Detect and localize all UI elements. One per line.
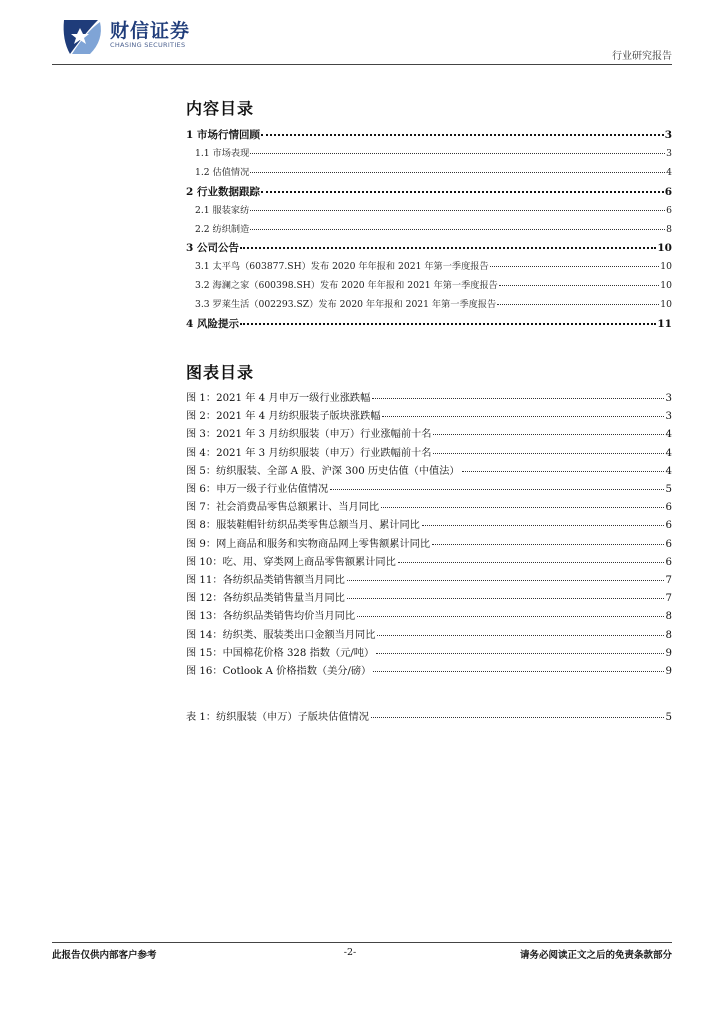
toc-entry-page: 4 [666, 166, 672, 178]
toc-entry[interactable] [186, 145, 672, 164]
figure-entry-page: 3 [665, 393, 672, 404]
toc-entry-page: 10 [660, 299, 672, 311]
figure-entry-page: 6 [665, 556, 672, 568]
figure-entry-label: 图 12：各纺织品类销售量当月同比 [186, 593, 345, 605]
toc-entry-page: 10 [660, 261, 672, 273]
figure-entry[interactable] [186, 499, 672, 517]
figure-entry-label: 图 14：纺织类、服装类出口金额当月同比 [186, 629, 376, 641]
dot-leader [422, 519, 664, 526]
figure-entry-label: 图 5：纺织服装、全部 A 股、沪深 300 历史估值（中值法） [186, 465, 460, 477]
table-list [186, 709, 672, 727]
figure-entry-page: 4 [665, 465, 672, 477]
figure-entry-label: 图 3：2021 年 3 月纺织服装（申万）行业涨幅前十名 [186, 429, 432, 441]
figure-entry-label: 图 2：2021 年 4 月纺织服装子版块涨跌幅 [186, 411, 381, 423]
company-logo [60, 14, 210, 58]
dot-leader [382, 410, 663, 417]
figure-entry-label: 图 16：Cotlook A 价格指数（美分/磅） [186, 666, 372, 678]
toc-entry-label: 4 风险提示 [186, 318, 239, 331]
toc-entry-label: 3.2 海澜之家（600398.SH）发布 2020 年年报和 2021 年第一季度报告 [195, 280, 498, 292]
dot-leader [381, 501, 663, 508]
figure-entry[interactable] [186, 663, 672, 681]
toc-entry[interactable] [186, 239, 672, 258]
toc-entry-label: 1.1 市场表现 [195, 147, 250, 159]
figure-entry-label: 图 13：各纺织品类销售均价当月同比 [186, 611, 356, 623]
footer-divider [52, 942, 672, 943]
footer-disclaimer-right: 请务必阅读正文之后的免责条款部分 [519, 950, 672, 961]
figure-entry-label: 图 1：2021 年 4 月申万一级行业涨跌幅 [186, 393, 371, 404]
dot-leader [347, 574, 664, 581]
dot-leader [372, 392, 663, 399]
toc-entry-page: 10 [657, 242, 672, 255]
figure-entry-page: 6 [665, 520, 672, 532]
figure-entry-label: 图 10：吃、用、穿类网上商品零售额累计同比 [186, 556, 396, 568]
toc-entry[interactable] [186, 296, 672, 315]
dot-leader [250, 147, 665, 154]
dot-leader [376, 647, 663, 654]
logo-emblem-icon [60, 14, 106, 58]
figure-entry-page: 8 [665, 611, 672, 623]
figure-entry-label: 图 4：2021 年 3 月纺织服装（申万）行业跌幅前十名 [186, 447, 432, 459]
figure-entry[interactable] [186, 408, 672, 426]
figure-entry-page: 9 [665, 647, 672, 659]
toc-entry-page: 3 [666, 147, 672, 159]
toc-entry-page: 3 [664, 129, 672, 141]
figure-entry-page: 9 [665, 666, 672, 678]
page-number: -2- [343, 947, 357, 958]
dot-leader [330, 483, 663, 490]
figure-entry[interactable] [186, 554, 672, 572]
figure-entry[interactable] [186, 426, 672, 444]
toc-entry[interactable] [186, 277, 672, 296]
contents-title: 内容目录 [186, 99, 255, 118]
dot-leader [497, 299, 659, 306]
figure-entry-page: 3 [665, 411, 672, 423]
figure-entry-page: 5 [665, 484, 672, 496]
toc-entry[interactable] [186, 221, 672, 240]
figure-entry[interactable] [186, 445, 672, 463]
toc-entry-label: 3.3 罗莱生活（002293.SZ）发布 2020 年年报和 2021 年第一季度报告 [195, 299, 497, 311]
dot-leader [240, 241, 656, 249]
dot-leader [373, 665, 663, 672]
figure-entry-label: 图 15：中国棉花价格 328 指数（元/吨） [186, 647, 375, 659]
dot-leader [432, 538, 663, 545]
dot-leader [240, 317, 656, 325]
toc-entry-page: 8 [666, 223, 672, 235]
toc-entry-label: 3 公司公告 [186, 242, 239, 255]
table-entry-label: 表 1：纺织服装（申万）子版块估值情况 [186, 712, 369, 723]
toc-entry[interactable] [186, 183, 672, 202]
footer-disclaimer-left: 此报告仅供内部客户参考 [52, 950, 157, 961]
header-divider [52, 64, 672, 65]
figure-entry-label: 图 11：各纺织品类销售额当月同比 [186, 575, 345, 587]
page-header [0, 0, 724, 70]
figure-entry[interactable] [186, 627, 672, 645]
toc-entry-label: 2.1 服装家纺 [195, 204, 250, 216]
toc-entry[interactable] [186, 315, 672, 334]
figure-entry-page: 7 [665, 593, 672, 605]
toc-entry-page: 6 [664, 185, 672, 198]
dot-leader [261, 128, 664, 136]
figure-entry[interactable] [186, 481, 672, 499]
figure-entry-page: 6 [665, 502, 672, 514]
figure-entry-page: 4 [665, 447, 672, 459]
dot-leader [371, 711, 664, 718]
figure-entry-page: 6 [665, 538, 672, 550]
toc-entry-label: 2 行业数据跟踪 [186, 185, 260, 198]
toc-entry-label: 1 市场行情回顾 [186, 129, 260, 141]
table-entry-page: 5 [665, 712, 672, 723]
figure-entry-page: 7 [665, 575, 672, 587]
toc-entry-page: 6 [666, 204, 672, 216]
figure-entry-page: 8 [665, 629, 672, 641]
table-entry[interactable] [186, 709, 672, 727]
dot-leader [490, 261, 660, 268]
figure-entry[interactable] [186, 608, 672, 626]
figure-entry-label: 图 8：服装鞋帽针纺织品类零售总额当月、累计同比 [186, 520, 420, 532]
toc-entry-page: 11 [657, 318, 672, 331]
figure-entry[interactable] [186, 645, 672, 663]
dot-leader [462, 465, 664, 472]
dot-leader [433, 428, 663, 435]
figure-entry[interactable] [186, 463, 672, 481]
toc-entry[interactable] [186, 126, 672, 145]
toc-entry-label: 2.2 纺织制造 [195, 223, 250, 235]
brand-name-cn: 财信证券 [110, 20, 191, 42]
figure-entry[interactable] [186, 590, 672, 608]
figure-entry-label: 图 7：社会消费品零售总额累计、当月同比 [186, 502, 380, 514]
figures-title: 图表目录 [186, 363, 255, 382]
toc-entry[interactable] [186, 164, 672, 183]
figure-entry[interactable] [186, 517, 672, 535]
figure-entry[interactable] [186, 536, 672, 554]
dot-leader [398, 556, 664, 563]
figure-entry[interactable] [186, 390, 672, 408]
toc-entry[interactable] [186, 202, 672, 221]
figure-entry-label: 图 9：网上商品和服务和实物商品网上零售额累计同比 [186, 538, 431, 550]
figure-list [186, 390, 672, 681]
dot-leader [377, 629, 663, 636]
figure-entry-label: 图 6：申万一级子行业估值情况 [186, 484, 329, 496]
dot-leader [250, 166, 665, 173]
toc-entry-label: 1.2 估值情况 [195, 166, 250, 178]
toc-entry-label: 3.1 太平鸟（603877.SH）发布 2020 年年报和 2021 年第一季度报告 [195, 261, 489, 273]
toc-entry[interactable] [186, 258, 672, 277]
toc-entry-page: 10 [660, 280, 672, 292]
figure-entry[interactable] [186, 572, 672, 590]
dot-leader [357, 610, 664, 617]
dot-leader [250, 223, 665, 230]
figure-entry-page: 4 [665, 429, 672, 441]
brand-name-en: CHASING SECURITIES [110, 41, 186, 49]
table-of-contents [186, 126, 672, 334]
dot-leader [433, 447, 663, 454]
dot-leader [261, 184, 664, 192]
dot-leader [347, 592, 664, 599]
dot-leader [499, 280, 659, 287]
dot-leader [250, 204, 665, 211]
report-type-label: 行业研究报告 [612, 51, 672, 62]
